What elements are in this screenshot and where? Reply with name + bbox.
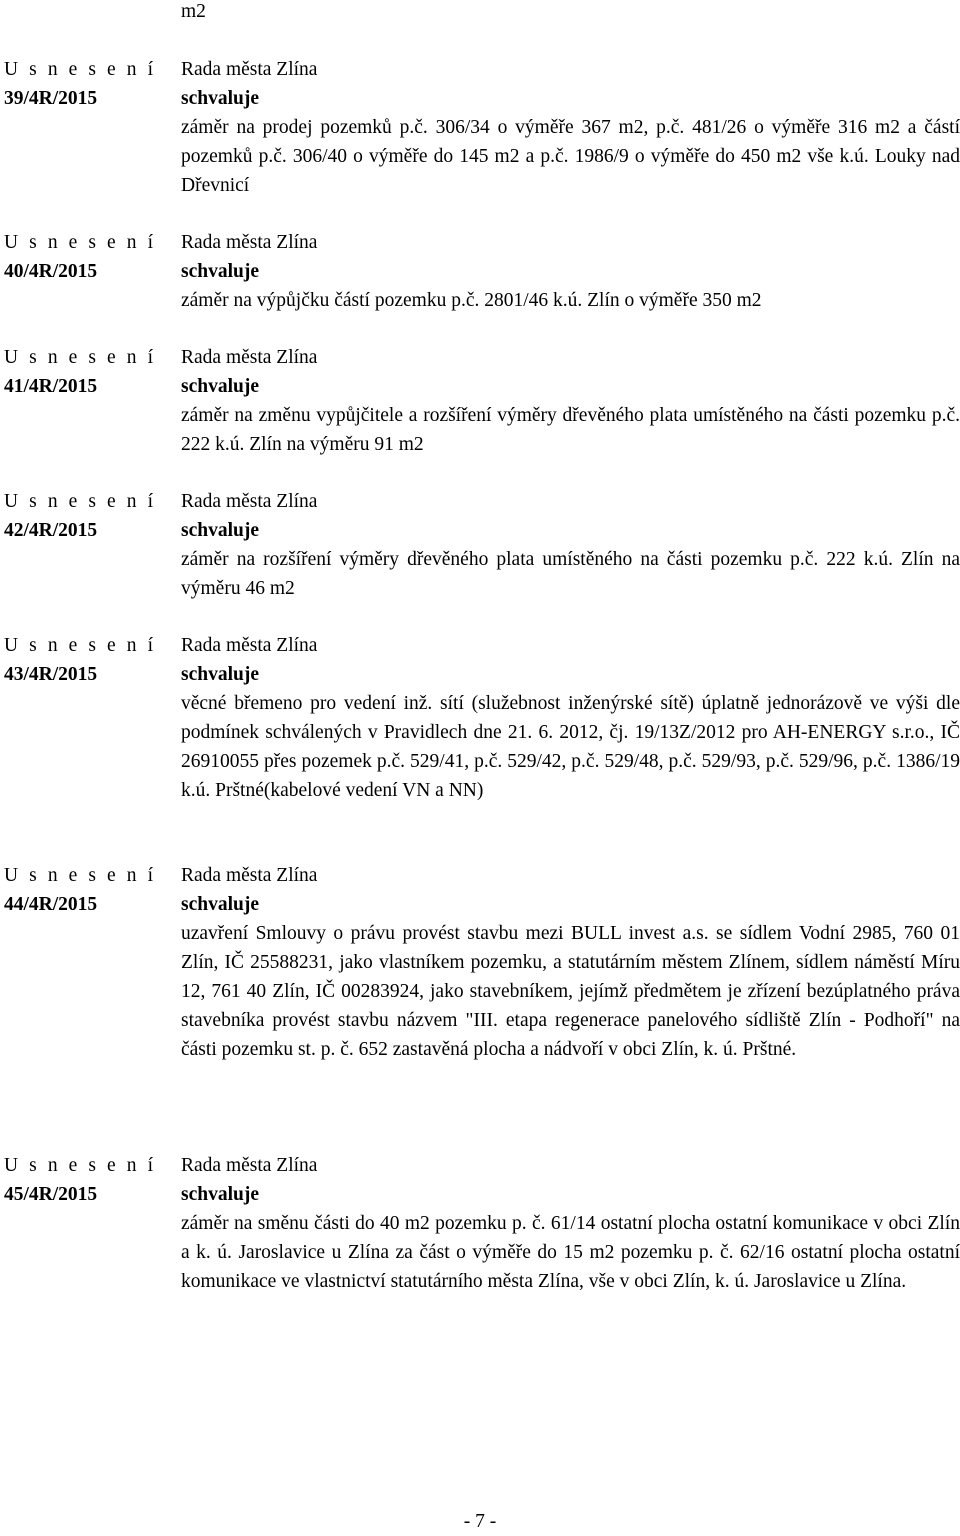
continued-text-fragment: m2 [181,1,206,22]
resolution-label [4,631,169,689]
resolution-authority: Rada města Zlína [181,347,318,368]
resolution-body [181,631,960,805]
resolution-verb: schvaluje [181,261,259,282]
resolution-number: 44/4R/2015 [4,894,98,915]
resolution-authority: Rada města Zlína [181,635,318,656]
resolution-number: 45/4R/2015 [4,1184,98,1205]
resolution-heading: U s n e s e n í [4,865,157,886]
resolution-body [181,861,960,1064]
resolution-text: záměr na prodej pozemků p.č. 306/34 o výměře 367 m2, p.č. 481/26 o výměře 316 m2 a částí pozemků p.č. 306/40 o výměře do 145 m2 a p.č. 1986/9 o výměře do 450 m2 vše k.ú. Louky nad Dřevnicí [181,117,960,196]
resolution-verb: schvaluje [181,520,259,541]
resolution-body [181,343,960,459]
resolution-heading: U s n e s e n í [4,347,157,368]
resolution-heading: U s n e s e n í [4,1155,157,1176]
resolution-verb: schvaluje [181,1184,259,1205]
resolution-number: 39/4R/2015 [4,88,98,109]
resolution-heading: U s n e s e n í [4,232,157,253]
resolution-body [181,487,960,603]
resolution-text: věcné břemeno pro vedení inž. sítí (služebnost inženýrské sítě) úplatně jednorázově ve výši dle podmínek schválených v Pravidlech dne 21. 6. 2012, čj. 19/13Z/2012 pro AH-ENERGY s.r.o., IČ 26910055 přes pozemek p.č. 529/41, p.č. 529/42, p.č. 529/48, p.č. 529/93, p.č. 529/96, p.č. 1386/19 k.ú. Prštné(kabelové vedení VN a NN) [181,693,960,801]
resolution-verb: schvaluje [181,894,259,915]
resolution-authority: Rada města Zlína [181,59,318,80]
resolution-number: 43/4R/2015 [4,664,98,685]
resolution-number: 41/4R/2015 [4,376,98,397]
resolution-text: záměr na směnu části do 40 m2 pozemku p. č. 61/14 ostatní plocha ostatní komunikace v obci Zlín a k. ú. Jaroslavice u Zlína za část o výměře do 15 m2 pozemku p. č. 62/16 ostatní plocha ostatní komunikace ve vlastnictví statutárního města Zlína, vše v obci Zlín, k. ú. Jaroslavice u Zlína. [181,1213,960,1292]
resolution-verb: schvaluje [181,376,259,397]
resolution-label [4,1151,169,1209]
resolution-number: 42/4R/2015 [4,520,98,541]
resolution-authority: Rada města Zlína [181,1155,318,1176]
resolution-body [181,1151,960,1296]
resolution-label [4,55,169,113]
resolution-authority: Rada města Zlína [181,232,318,253]
resolution-text: záměr na výpůjčku částí pozemku p.č. 2801/46 k.ú. Zlín o výměře 350 m2 [181,290,762,311]
resolution-label [4,487,169,545]
resolution-body [181,228,960,315]
resolution-text: uzavření Smlouvy o právu provést stavbu mezi BULL invest a.s. se sídlem Vodní 2985, 760 01 Zlín, IČ 25588231, jako vlastníkem pozemku, a statutárním městem Zlínem, sídlem náměstí Míru 12, 761 40 Zlín, IČ 00283924, jako stavebníkem, jejímž předmětem je zřízení bezúplatného práva stavebníka provést stavbu názvem "III. etapa regenerace panelového sídliště Zlín - Podhoří" na části pozemku st. p. č. 652 zastavěná plocha a nádvoří v obci Zlín, k. ú. Prštné. [181,923,960,1060]
resolution-text: záměr na rozšíření výměry dřevěného plata umístěného na části pozemku p.č. 222 k.ú. Zlín na výměru 46 m2 [181,549,960,599]
resolution-label [4,343,169,401]
resolution-label [4,228,169,286]
resolution-authority: Rada města Zlína [181,491,318,512]
resolution-number: 40/4R/2015 [4,261,98,282]
resolution-heading: U s n e s e n í [4,59,157,80]
resolution-verb: schvaluje [181,88,259,109]
page-number: - 7 - [463,1511,497,1532]
resolution-authority: Rada města Zlína [181,865,318,886]
resolution-text: záměr na změnu vypůjčitele a rozšíření výměry dřevěného plata umístěného na části pozemku p.č. 222 k.ú. Zlín na výměru 91 m2 [181,405,960,455]
resolution-verb: schvaluje [181,664,259,685]
resolution-label [4,861,169,919]
resolution-heading: U s n e s e n í [4,491,157,512]
resolution-heading: U s n e s e n í [4,635,157,656]
resolution-body [181,55,960,200]
